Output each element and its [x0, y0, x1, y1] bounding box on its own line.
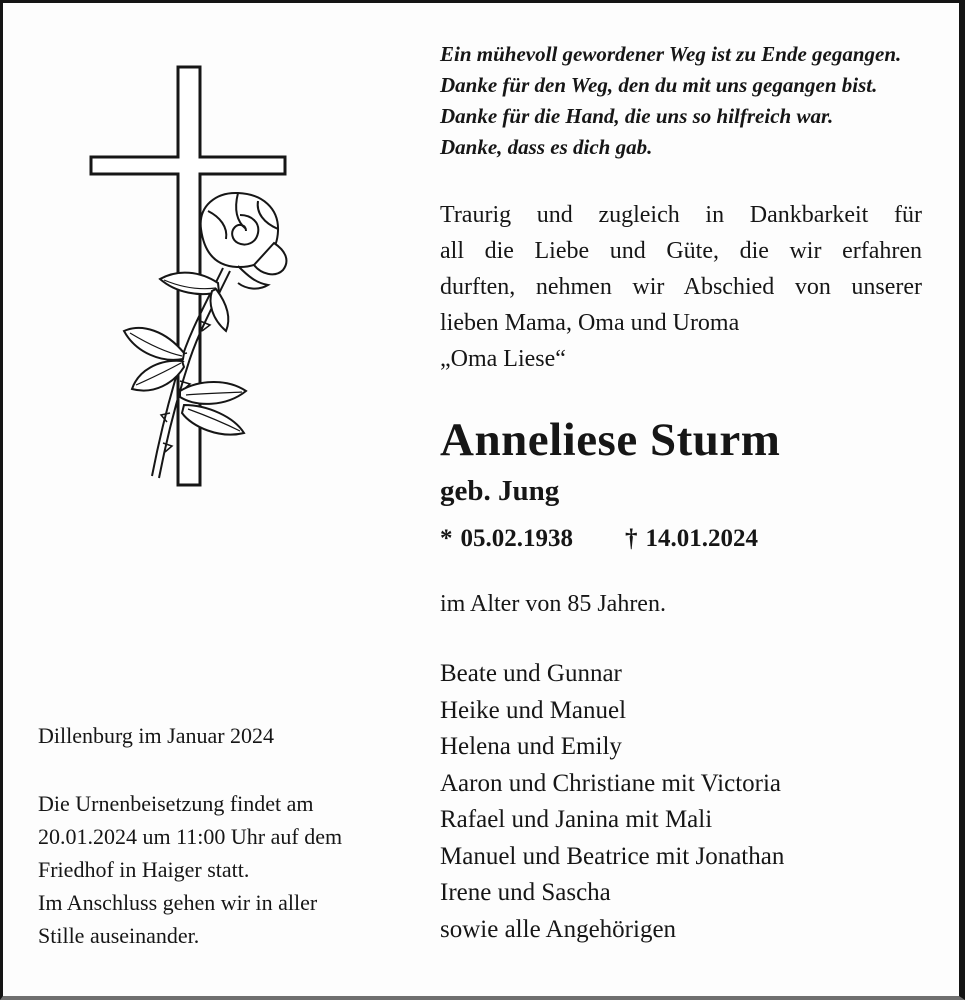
verse-line: Danke für den Weg, den du mit uns gegangen bist. — [440, 73, 878, 97]
announcement-line: lieben Mama, Oma und Uroma — [440, 310, 740, 336]
died-cross-symbol: † — [625, 525, 638, 552]
mourners-list — [440, 656, 784, 948]
verse-line: Danke für die Hand, die uns so hilfreich war. — [440, 104, 834, 128]
nickname: „Oma Liese“ — [440, 346, 566, 372]
mourner-line: Heike und Manuel — [440, 696, 627, 724]
announcement-line: all die Liebe und Güte, die wir erfahren — [440, 238, 922, 264]
born-symbol: * — [440, 525, 453, 552]
mourner-line: Helena und Emily — [440, 733, 622, 760]
verse-line: Ein mühevoll gewordener Weg ist zu Ende gegangen. — [440, 42, 902, 66]
announcement-line: Traurig und zugleich in Dankbarkeit für — [440, 202, 922, 228]
announcement-text — [440, 197, 922, 377]
mourner-line: Aaron und Christiane mit Victoria — [440, 769, 782, 797]
death-date — [625, 525, 758, 553]
maiden-name: geb. Jung — [440, 475, 560, 507]
mourner-line: Irene und Sascha — [440, 879, 611, 906]
death-date-value: 14.01.2024 — [645, 525, 758, 552]
mourner-line: Beate und Gunnar — [440, 660, 622, 687]
funeral-line: Friedhof in Haiger statt. — [38, 857, 250, 882]
mourner-line: Rafael und Janina mit Mali — [440, 806, 713, 833]
funeral-line: 20.01.2024 um 11:00 Uhr auf dem — [38, 824, 343, 849]
cross-rose-illustration — [88, 61, 288, 491]
birth-date — [440, 525, 573, 553]
memorial-verse — [440, 39, 940, 163]
place-and-date: Dillenburg im Januar 2024 — [38, 723, 275, 748]
announcement-line: durften, nehmen wir Abschied von unserer — [440, 274, 922, 300]
funeral-line: Die Urnenbeisetzung findet am — [38, 791, 314, 816]
deceased-name: Anneliese Sturm — [440, 414, 781, 466]
mourner-line: Manuel und Beatrice mit Jonathan — [440, 842, 785, 870]
mourner-line: sowie alle Angehörigen — [440, 915, 677, 943]
funeral-info — [38, 787, 428, 952]
age-line: im Alter von 85 Jahren. — [440, 591, 666, 617]
rose-icon — [124, 193, 286, 478]
birth-date-value: 05.02.1938 — [460, 525, 573, 552]
life-dates — [440, 525, 758, 553]
funeral-line: Im Anschluss gehen wir in aller — [38, 890, 318, 915]
funeral-line: Stille auseinander. — [38, 923, 200, 948]
verse-line: Danke, dass es dich gab. — [440, 135, 653, 159]
